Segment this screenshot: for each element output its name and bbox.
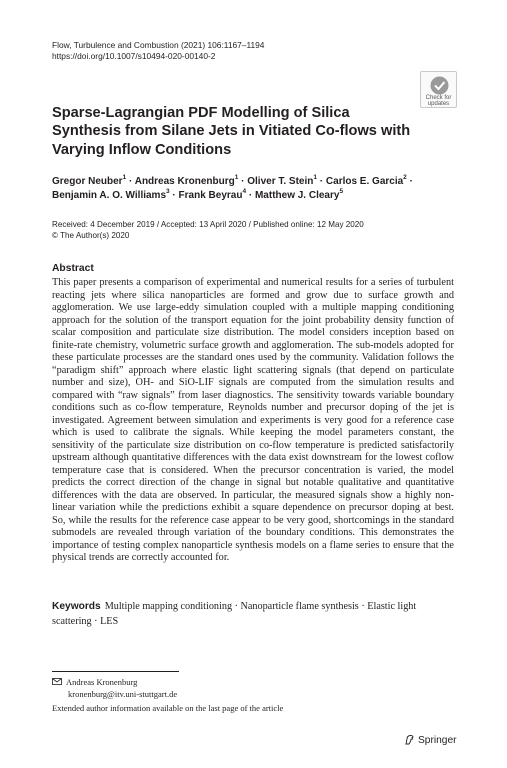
springer-horse-icon [404, 735, 418, 746]
corresponding-author-name: Andreas Kronenburg [66, 677, 138, 687]
author-name[interactable]: Oliver T. Stein [247, 176, 314, 187]
author-name[interactable]: Andreas Kronenburg [134, 176, 235, 187]
corresponding-author-email[interactable]: kronenburg@itv.uni-stuttgart.de [68, 688, 178, 699]
affiliation-mark: 1 [122, 174, 127, 181]
journal-citation [52, 40, 264, 62]
author-name[interactable]: Matthew J. Cleary [254, 190, 340, 202]
check-updates-label-2: updates [427, 101, 450, 107]
doi-link[interactable]: https://doi.org/10.1007/s10494-020-00140-2 [52, 51, 216, 61]
author-name[interactable]: Gregor Neuber [52, 176, 123, 187]
keywords-label: Keywords [52, 601, 101, 612]
publisher-name: Springer [418, 735, 457, 746]
keywords-section [52, 600, 454, 629]
check-for-updates-badge[interactable] [420, 71, 457, 108]
article-title: Sparse-Lagrangian PDF Modelling of Silica Synthesis from Silane Jets in Vitiated Co-flows with Varying Inflow Conditions [52, 105, 411, 158]
abstract-body: This paper presents a comparison of experimental and numerical results for a series of turbulent reacting jets where silica nanoparticles are formed and grow due to surface growth and agglomeration. We use large-eddy simulation coupled with a multiple mapping conditioning approach for the solution of the transport equation for the joint probability density function of scalar composition and particulate size distribution. The model considers inception based on finite-rate chemistry, volumetric surface growth and agglomeration. The sub-models adopted for these particulate processes are the standard ones used by the community. Validation follows the “paradigm shift” approach where elastic light scattering signals (that depend on particulate number and size), OH- and SiO-LIF signals are computed from the simulation results and compared with “raw signals” from laser diagnostics. The sensitivity towards variable boundary conditions such as co-flow temperature, Reynolds number and precursor doping of the jet is investigated. Agreement between simulation and experiments is very good for a reference case which is used to calibrate the signals. While keeping the model parameters constant, the sensitivity of the particulate size distribution on co-flow temperature is predicted satisfactorily upstream although quantitative differences with the data exist downstream for the lowest coflow temperature case that is considered. When the precursor concentration is varied, the model predicts the correct direction of the change in signal but notable qualitative and quantitative differences with the data are observed. In particular, the measured signals show a highly non-linear variation while the predictions exhibit a square dependence on precursor doping at best. So, while the results for the reference case appear to be very good, shortcomings in the standard submodels are revealed through variation of the boundary conditions. This demonstrates the importance of testing complex nanoparticle synthesis models on a flame series to ensure that the physical trends are correctly accounted for. [52, 277, 454, 563]
envelope-icon [52, 677, 66, 689]
author-list: Gregor Neuber$^1$ · Andreas Kronenburg$^1$ · Oliver T. Stein$^1$ · Carlos E. Garcia$^2$ · Benjamin A. O. Williams$^3$ · Frank Beyrau$^4$ · Matthew J. Cleary$^5$ [52, 174, 413, 202]
author-name[interactable]: Frank Beyrau [178, 190, 243, 202]
author-name[interactable]: Benjamin A. O. Williams [52, 190, 167, 202]
extended-author-info: Extended author information available on the last page of the article [52, 703, 284, 713]
article-history [52, 220, 364, 242]
journal-reference: Flow, Turbulence and Combustion (2021) 106:1167–1194 [52, 40, 265, 50]
keywords-list: Multiple mapping conditioning · Nanoparticle flame synthesis · Elastic light scattering · LES [52, 601, 417, 627]
copyright-notice: © The Author(s) 2020 [52, 230, 130, 240]
abstract-heading: Abstract [52, 263, 94, 274]
affiliation-mark: 3 [166, 188, 170, 196]
affiliation-mark: 4 [242, 188, 247, 196]
publisher-logo [404, 734, 457, 747]
corresponding-author [52, 677, 177, 700]
affiliation-mark: 1 [234, 174, 239, 181]
affiliation-mark: 5 [339, 188, 344, 196]
publication-dates: Received: 4 December 2019 / Accepted: 13 April 2020 / Published online: 12 May 2020 [52, 220, 364, 229]
check-updates-label: Check for [425, 95, 452, 101]
affiliation-mark: 2 [403, 174, 407, 181]
footnote-divider [52, 671, 179, 672]
author-name[interactable]: Carlos E. Garcia [325, 176, 404, 187]
affiliation-mark: 1 [313, 174, 318, 181]
